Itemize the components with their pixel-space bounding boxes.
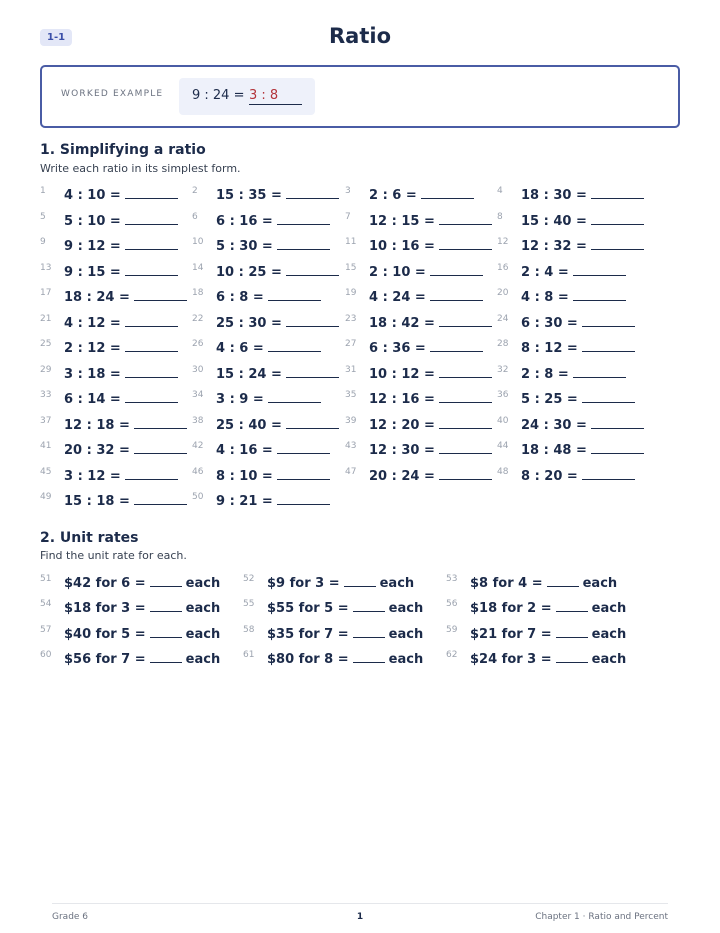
page-title: Ratio xyxy=(328,24,391,48)
answer-blank[interactable] xyxy=(125,264,178,276)
problem-number: 60 xyxy=(40,649,52,660)
answer-blank[interactable] xyxy=(125,391,178,403)
problem-number: 58 xyxy=(243,624,255,635)
problem-expression xyxy=(216,442,330,458)
problem-number: 47 xyxy=(345,466,357,477)
section-1-instruction: Write each ratio in its simplest form. xyxy=(40,162,241,175)
answer-blank[interactable] xyxy=(268,289,321,301)
answer-blank[interactable] xyxy=(353,651,385,663)
problem-question: 3 : 12 = xyxy=(64,468,121,484)
problem-number: 51 xyxy=(40,574,52,584)
problem-expression xyxy=(64,391,178,407)
problem-number: 48 xyxy=(497,466,509,477)
problem-question: 2 : 6 = xyxy=(369,188,417,203)
problem-expression xyxy=(216,340,321,356)
problem-number: 30 xyxy=(192,364,204,375)
answer-blank[interactable] xyxy=(547,575,579,587)
problem-question: 2 : 8 = xyxy=(521,366,569,382)
problem-number: 18 xyxy=(192,288,204,298)
each-label: each xyxy=(388,601,424,617)
problem-question: 18 : 24 = xyxy=(64,290,130,305)
problem-number: 49 xyxy=(40,492,52,502)
each-label: each xyxy=(185,576,221,591)
problem-question: 15 : 40 = xyxy=(521,213,587,229)
problem-number: 50 xyxy=(192,492,204,502)
problem-question: 10 : 25 = xyxy=(216,264,282,280)
problem-number: 45 xyxy=(40,466,52,477)
problem-number: 1 xyxy=(40,186,46,196)
problem-expression xyxy=(521,391,635,407)
problem-number: 7 xyxy=(345,211,351,222)
problem-expression xyxy=(216,213,330,229)
problem-number: 27 xyxy=(345,339,357,349)
problem-expression xyxy=(267,651,423,667)
problem-question: 18 : 42 = xyxy=(369,315,435,331)
problem-number: 56 xyxy=(446,599,458,610)
problem-question: 18 : 30 = xyxy=(521,188,587,203)
problem-question: 15 : 18 = xyxy=(64,494,130,509)
worked-example-answer: 3 : 8 xyxy=(249,88,302,105)
problem-expression xyxy=(267,626,423,642)
problem-expression xyxy=(521,213,644,229)
answer-blank[interactable] xyxy=(573,366,626,378)
problem-number: 14 xyxy=(192,262,204,273)
problem-question: 6 : 36 = xyxy=(369,341,426,356)
answer-blank[interactable] xyxy=(573,264,626,276)
problem-question: $18 for 3 = xyxy=(64,601,146,617)
answer-blank[interactable] xyxy=(556,600,588,612)
answer-blank[interactable] xyxy=(591,187,644,199)
answer-blank[interactable] xyxy=(353,600,385,612)
answer-blank[interactable] xyxy=(421,187,474,199)
problem-expression xyxy=(64,600,220,616)
each-label: each xyxy=(591,601,627,617)
each-label: each xyxy=(591,626,627,642)
problem-number: 16 xyxy=(497,262,509,273)
worked-example-question: 9 : 24 = xyxy=(192,88,245,103)
answer-blank[interactable] xyxy=(582,340,635,352)
problem-number: 36 xyxy=(497,390,509,400)
problem-question: 9 : 12 = xyxy=(64,239,121,254)
problem-number: 20 xyxy=(497,288,509,298)
each-label: each xyxy=(582,576,618,591)
problem-expression xyxy=(64,651,220,667)
each-label: each xyxy=(185,626,221,642)
problem-number: 42 xyxy=(192,441,204,451)
problem-number: 21 xyxy=(40,313,52,324)
problem-question: 5 : 10 = xyxy=(64,213,121,229)
problem-question: 12 : 30 = xyxy=(369,443,435,458)
answer-blank[interactable] xyxy=(277,468,330,480)
answer-blank[interactable] xyxy=(134,442,187,454)
answer-blank[interactable] xyxy=(286,417,339,429)
problem-question: $8 for 4 = xyxy=(470,576,543,591)
problem-question: 9 : 21 = xyxy=(216,494,273,509)
answer-blank[interactable] xyxy=(591,213,644,225)
problem-question: 24 : 30 = xyxy=(521,417,587,433)
problem-question: 4 : 10 = xyxy=(64,188,121,203)
problem-number: 41 xyxy=(40,441,52,451)
problem-question: 12 : 18 = xyxy=(64,417,130,433)
problem-number: 54 xyxy=(40,599,52,610)
answer-blank[interactable] xyxy=(430,289,483,301)
section-2-title: 2. Unit rates xyxy=(40,530,139,546)
problem-expression xyxy=(369,213,492,229)
answer-blank[interactable] xyxy=(582,468,635,480)
problem-expression xyxy=(64,289,187,305)
page-header xyxy=(40,24,680,54)
problem-expression xyxy=(521,340,635,356)
problem-number: 43 xyxy=(345,441,357,451)
problem-expression xyxy=(64,315,178,331)
problem-question: 2 : 4 = xyxy=(521,264,569,280)
answer-blank[interactable] xyxy=(277,493,330,505)
problem-number: 32 xyxy=(497,364,509,375)
answer-blank[interactable] xyxy=(268,340,321,352)
answer-blank[interactable] xyxy=(430,264,483,276)
problem-number: 37 xyxy=(40,415,52,426)
problem-number: 53 xyxy=(446,574,458,584)
each-label: each xyxy=(379,576,415,591)
problem-number: 23 xyxy=(345,313,357,324)
problem-question: 6 : 30 = xyxy=(521,315,578,331)
answer-blank[interactable] xyxy=(439,238,492,250)
problem-question: 20 : 24 = xyxy=(369,468,435,484)
problem-number: 44 xyxy=(497,441,509,451)
answer-blank[interactable] xyxy=(439,366,492,378)
problem-expression xyxy=(64,575,220,591)
problem-expression xyxy=(521,366,626,382)
worked-example-box xyxy=(40,65,680,128)
problem-question: 15 : 35 = xyxy=(216,188,282,203)
problem-question: 8 : 12 = xyxy=(521,341,578,356)
problem-question: 25 : 30 = xyxy=(216,315,282,331)
section-2-instruction: Find the unit rate for each. xyxy=(40,549,187,562)
answer-blank[interactable] xyxy=(134,289,187,301)
answer-blank[interactable] xyxy=(439,213,492,225)
problem-expression xyxy=(369,289,483,305)
problem-expression xyxy=(64,238,178,254)
problem-number: 19 xyxy=(345,288,357,298)
answer-blank[interactable] xyxy=(591,238,644,250)
answer-blank[interactable] xyxy=(591,417,644,429)
problem-expression xyxy=(64,264,178,280)
problem-number: 17 xyxy=(40,288,52,298)
answer-blank[interactable] xyxy=(353,626,385,638)
answer-blank[interactable] xyxy=(556,626,588,638)
problem-expression xyxy=(64,366,178,382)
problem-number: 2 xyxy=(192,186,198,196)
problem-question: 4 : 16 = xyxy=(216,443,273,458)
problem-question: 4 : 8 = xyxy=(521,290,569,305)
problem-question: 12 : 15 = xyxy=(369,213,435,229)
answer-blank[interactable] xyxy=(277,442,330,454)
problem-expression xyxy=(64,340,178,356)
problem-question: 3 : 18 = xyxy=(64,366,121,382)
problem-question: $24 for 3 = xyxy=(470,651,552,667)
problem-question: 4 : 24 = xyxy=(369,290,426,305)
problem-expression xyxy=(369,442,492,458)
problem-question: 12 : 32 = xyxy=(521,239,587,254)
problem-number: 59 xyxy=(446,624,458,635)
problem-expression xyxy=(216,391,321,407)
problem-question: 18 : 48 = xyxy=(521,443,587,458)
problem-number: 26 xyxy=(192,339,204,349)
problem-number: 35 xyxy=(345,390,357,400)
problem-expression xyxy=(521,289,626,305)
problem-number: 25 xyxy=(40,339,52,349)
answer-blank[interactable] xyxy=(125,187,178,199)
problem-expression xyxy=(216,238,330,254)
problem-expression xyxy=(64,213,178,229)
answer-blank[interactable] xyxy=(150,575,182,587)
each-label: each xyxy=(591,651,627,667)
problem-question: 2 : 12 = xyxy=(64,341,121,356)
problem-question: 4 : 12 = xyxy=(64,315,121,331)
problem-expression xyxy=(216,366,339,382)
problem-number: 46 xyxy=(192,466,204,477)
worked-example-content xyxy=(179,78,315,115)
problem-number: 31 xyxy=(345,364,357,375)
problem-number: 34 xyxy=(192,390,204,400)
answer-blank[interactable] xyxy=(439,468,492,480)
problem-expression xyxy=(64,187,178,203)
problem-expression xyxy=(64,417,187,433)
answer-blank[interactable] xyxy=(125,315,178,327)
problem-question: 8 : 10 = xyxy=(216,468,273,484)
answer-blank[interactable] xyxy=(582,315,635,327)
problem-number: 55 xyxy=(243,599,255,610)
worked-example-label: WORKED EXAMPLE xyxy=(61,89,164,99)
problem-question: 8 : 20 = xyxy=(521,468,578,484)
problem-expression xyxy=(216,187,339,203)
problem-question: 5 : 25 = xyxy=(521,392,578,407)
problem-question: 6 : 14 = xyxy=(64,392,121,407)
problem-question: 2 : 10 = xyxy=(369,264,426,280)
answer-blank[interactable] xyxy=(344,575,376,587)
problem-question: $35 for 7 = xyxy=(267,626,349,642)
problem-expression xyxy=(470,626,626,642)
problem-expression xyxy=(267,575,414,591)
problem-expression xyxy=(64,442,187,458)
problem-question: 12 : 16 = xyxy=(369,392,435,407)
problem-question: $55 for 5 = xyxy=(267,601,349,617)
problem-question: 10 : 16 = xyxy=(369,239,435,254)
problem-question: 15 : 24 = xyxy=(216,366,282,382)
problem-question: $80 for 8 = xyxy=(267,651,349,667)
answer-blank[interactable] xyxy=(439,417,492,429)
footer-grade: Grade 6 xyxy=(52,912,89,922)
problem-expression xyxy=(521,417,644,433)
answer-blank[interactable] xyxy=(439,442,492,454)
problem-expression xyxy=(521,315,635,331)
answer-blank[interactable] xyxy=(125,468,178,480)
footer-chapter: Chapter 1 · Ratio and Percent xyxy=(535,912,668,922)
lesson-badge: 1-1 xyxy=(40,29,72,46)
answer-blank[interactable] xyxy=(556,651,588,663)
answer-blank[interactable] xyxy=(277,213,330,225)
problem-question: 25 : 40 = xyxy=(216,417,282,433)
problem-expression xyxy=(369,366,492,382)
section-1-title: 1. Simplifying a ratio xyxy=(40,142,206,158)
problem-number: 12 xyxy=(497,237,509,247)
problem-expression xyxy=(521,264,626,280)
problem-question: 4 : 6 = xyxy=(216,341,264,356)
problem-number: 61 xyxy=(243,649,255,660)
answer-blank[interactable] xyxy=(134,493,187,505)
problem-expression xyxy=(369,340,483,356)
problem-question: $56 for 7 = xyxy=(64,651,146,667)
problem-number: 11 xyxy=(345,237,357,247)
answer-blank[interactable] xyxy=(439,315,492,327)
problem-number: 52 xyxy=(243,574,255,584)
problem-question: 20 : 32 = xyxy=(64,443,130,458)
problem-expression xyxy=(369,315,492,331)
problem-number: 38 xyxy=(192,415,204,426)
problem-number: 29 xyxy=(40,364,52,375)
problem-expression xyxy=(64,493,187,509)
each-label: each xyxy=(185,651,221,667)
each-label: each xyxy=(388,626,424,642)
problem-question: $21 for 7 = xyxy=(470,626,552,642)
problem-number: 4 xyxy=(497,186,503,196)
problem-expression xyxy=(369,468,492,484)
problem-question: 3 : 9 = xyxy=(216,392,264,407)
answer-blank[interactable] xyxy=(277,238,330,250)
problem-expression xyxy=(216,289,321,305)
answer-blank[interactable] xyxy=(134,417,187,429)
answer-blank[interactable] xyxy=(286,264,339,276)
answer-blank[interactable] xyxy=(573,289,626,301)
answer-blank[interactable] xyxy=(268,391,321,403)
problem-expression xyxy=(216,417,339,433)
problem-number: 40 xyxy=(497,415,509,426)
problem-expression xyxy=(470,651,626,667)
problem-expression xyxy=(369,391,492,407)
answer-blank[interactable] xyxy=(150,651,182,663)
answer-blank[interactable] xyxy=(286,187,339,199)
problem-expression xyxy=(470,600,626,616)
problem-expression xyxy=(521,187,644,203)
problem-question: 5 : 30 = xyxy=(216,239,273,254)
problem-number: 9 xyxy=(40,237,46,247)
problem-expression xyxy=(216,264,339,280)
problem-expression xyxy=(369,187,474,203)
answer-blank[interactable] xyxy=(591,442,644,454)
problem-question: 6 : 16 = xyxy=(216,213,273,229)
problem-expression xyxy=(369,264,483,280)
problem-expression xyxy=(64,626,220,642)
page-footer xyxy=(52,903,668,922)
answer-blank[interactable] xyxy=(439,391,492,403)
problem-number: 3 xyxy=(345,186,351,196)
problem-number: 6 xyxy=(192,211,198,222)
problem-question: 12 : 20 = xyxy=(369,417,435,433)
problem-expression xyxy=(369,238,492,254)
problem-number: 5 xyxy=(40,211,46,222)
answer-blank[interactable] xyxy=(150,626,182,638)
answer-blank[interactable] xyxy=(286,366,339,378)
problem-question: $18 for 2 = xyxy=(470,601,552,617)
problem-number: 39 xyxy=(345,415,357,426)
problem-expression xyxy=(216,468,330,484)
answer-blank[interactable] xyxy=(125,366,178,378)
footer-page-number: 1 xyxy=(356,912,364,922)
each-label: each xyxy=(185,601,221,617)
problem-question: 6 : 8 = xyxy=(216,290,264,305)
problem-expression xyxy=(470,575,617,591)
problem-number: 24 xyxy=(497,313,509,324)
answer-blank[interactable] xyxy=(286,315,339,327)
problem-number: 62 xyxy=(446,649,458,660)
answer-blank[interactable] xyxy=(125,213,178,225)
answer-blank[interactable] xyxy=(125,340,178,352)
answer-blank[interactable] xyxy=(125,238,178,250)
problem-expression xyxy=(369,417,492,433)
answer-blank[interactable] xyxy=(582,391,635,403)
answer-blank[interactable] xyxy=(150,600,182,612)
problem-number: 57 xyxy=(40,624,52,635)
problem-expression xyxy=(216,315,339,331)
problem-number: 22 xyxy=(192,313,204,324)
problem-number: 33 xyxy=(40,390,52,400)
problem-number: 8 xyxy=(497,211,503,222)
problem-expression xyxy=(267,600,423,616)
problem-question: $42 for 6 = xyxy=(64,576,146,591)
problem-expression xyxy=(521,468,635,484)
problem-question: $40 for 5 = xyxy=(64,626,146,642)
problem-question: $9 for 3 = xyxy=(267,576,340,591)
problem-expression xyxy=(64,468,178,484)
problem-question: 10 : 12 = xyxy=(369,366,435,382)
problem-number: 13 xyxy=(40,262,52,273)
answer-blank[interactable] xyxy=(430,340,483,352)
problem-expression xyxy=(521,442,644,458)
problem-question: 9 : 15 = xyxy=(64,264,121,280)
problem-expression xyxy=(216,493,330,509)
problem-expression xyxy=(521,238,644,254)
problem-number: 28 xyxy=(497,339,509,349)
problem-number: 15 xyxy=(345,262,357,273)
problem-number: 10 xyxy=(192,237,204,247)
each-label: each xyxy=(388,651,424,667)
